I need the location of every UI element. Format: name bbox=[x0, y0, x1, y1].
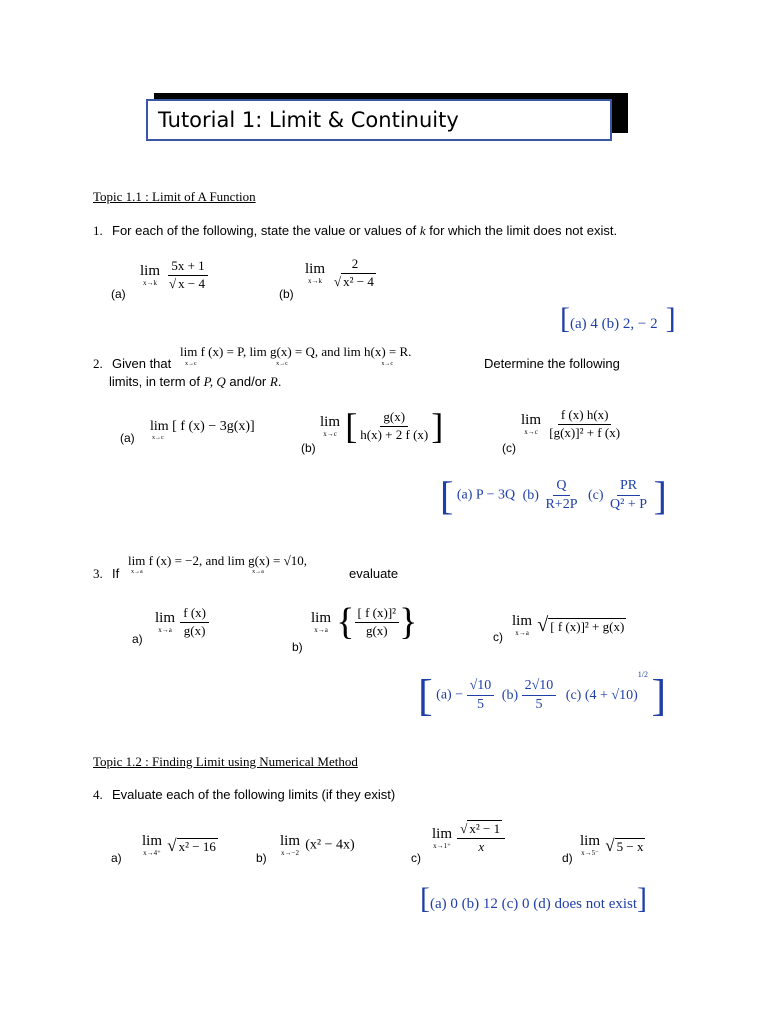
q2-answer-c-label: (c) bbox=[588, 487, 604, 503]
q3-given-expr: lim f (x) = −2, and lim g(x) = √10, bbox=[128, 553, 307, 568]
q2a-expression bbox=[150, 419, 255, 435]
q2-line2-and: and/or bbox=[225, 374, 270, 389]
lim-text: lim bbox=[305, 260, 326, 277]
radicand: x² − 16 bbox=[178, 838, 216, 854]
question-1-text bbox=[93, 223, 617, 239]
fraction-denominator: 5 bbox=[535, 697, 543, 712]
q4a-expression: lim x→4⁺ √ x² − 16 bbox=[142, 833, 216, 857]
q2-answer: [ (a) P − 3Q (b) $\frac{Q}{R+2P}$ (c) $\frac{PR}{\text{Q² + P}}$ ] bbox=[440, 473, 667, 518]
lim-text: lim bbox=[432, 825, 453, 842]
lim-subscript: x→−2 bbox=[281, 849, 299, 857]
q3-given-expression bbox=[128, 553, 307, 569]
q1b-expression: lim x→k $\frac{2}{\text{√ x² − 4}}$ bbox=[305, 256, 374, 289]
question-2-line1 bbox=[93, 356, 171, 372]
q3-answer-a: (a) − bbox=[436, 687, 464, 703]
radicand: [ f (x)]² + g(x) bbox=[550, 619, 625, 634]
q2-given-expr: lim f (x) = P, lim g(x) = Q, and lim h(x) = R. bbox=[180, 344, 412, 359]
q4-answer: [(a) 0 (b) 12 (c) 0 (d) does not exist] bbox=[420, 882, 648, 915]
lim-text: lim bbox=[320, 413, 341, 430]
lim-subscript: x→c bbox=[276, 361, 288, 367]
q3-number: 3. bbox=[93, 566, 103, 581]
q1-answer-text: (a) 4 (b) 2, − 2 bbox=[570, 316, 658, 333]
q3a-expression bbox=[155, 606, 209, 639]
q3-if: If bbox=[112, 566, 120, 581]
q1-number: 1. bbox=[93, 223, 103, 238]
q2-number: 2. bbox=[93, 356, 103, 371]
lim-subscript: x→a bbox=[158, 625, 172, 634]
q4-answer-text: (a) 0 (b) 12 (c) 0 (d) does not exist bbox=[430, 896, 638, 913]
q3c-expression: lim x→a √ [ f (x)]² + g(x) bbox=[512, 613, 625, 637]
q2c-expression bbox=[521, 408, 623, 441]
q3-given-subscripts bbox=[131, 569, 264, 575]
q3-answer-b-label: (b) bbox=[501, 687, 519, 703]
q2-answer-b-label: (b) bbox=[522, 487, 539, 503]
radicand: x² − 1 bbox=[469, 821, 501, 836]
q2-line2-start: limits, in term of bbox=[109, 374, 204, 389]
fraction-denominator: 5 bbox=[476, 697, 484, 712]
fraction-numerator: 2√10 bbox=[522, 678, 557, 696]
lim-subscript: x→a bbox=[131, 569, 143, 575]
q3-evaluate: evaluate bbox=[349, 566, 399, 581]
q4d-expression: lim x→5⁻ √ 5 − x bbox=[580, 833, 644, 857]
radicand: x² − 4 bbox=[343, 273, 374, 289]
q4d-label: d) bbox=[562, 851, 573, 865]
lim-subscript: x→k bbox=[143, 278, 157, 287]
topic-1-1-heading: Topic 1.1 : Limit of A Function bbox=[93, 189, 256, 204]
radicand: 5 − x bbox=[616, 838, 644, 854]
q1-answer: [(a) 4 (b) 2, − 2 ] bbox=[560, 302, 676, 335]
fraction-numerator: 5x + 1 bbox=[168, 259, 207, 276]
fraction-numerator: 2 bbox=[349, 257, 362, 274]
q2b-expression: lim x→c [ $\frac{g(x)}{h(x) + 2 f (x)}$ ] bbox=[320, 406, 444, 446]
q2-line2-r: R bbox=[269, 374, 278, 389]
q1b-label: (b) bbox=[279, 287, 294, 301]
lim-subscript: x→c bbox=[381, 361, 394, 367]
q4b-expr: (x² − 4x) bbox=[305, 837, 355, 853]
fraction-numerator: PR bbox=[617, 478, 640, 496]
fraction-numerator: f (x) bbox=[180, 606, 209, 623]
fraction-numerator: f (x) h(x) bbox=[558, 408, 612, 425]
q2a-expr: lim [ f (x) − 3g(x)] bbox=[150, 419, 255, 434]
lim-subscript: x→c bbox=[185, 361, 197, 367]
fraction-denominator: Q² + P bbox=[610, 497, 648, 512]
fraction-numerator: Q bbox=[553, 478, 569, 496]
fraction-denominator: R+2P bbox=[545, 497, 578, 512]
fraction-numerator: √10 bbox=[467, 678, 495, 696]
q2-given-expression bbox=[180, 344, 411, 360]
q2c-label: (c) bbox=[502, 441, 516, 455]
q2-determine: Determine the following bbox=[484, 356, 620, 371]
q4b-label: b) bbox=[256, 851, 267, 865]
q3-answer-c-exponent: 1/2 bbox=[637, 670, 648, 679]
lim-subscript: x→a bbox=[314, 625, 328, 634]
q4-number: 4. bbox=[93, 787, 103, 802]
question-3-line1 bbox=[93, 566, 119, 582]
lim-subscript: x→a bbox=[515, 629, 529, 637]
q4-text: Evaluate each of the following limits (if they exist) bbox=[112, 787, 396, 802]
fraction-denominator: g(x) bbox=[183, 622, 206, 638]
q2a-subscript: x→c bbox=[152, 435, 164, 441]
q2-given: Given that bbox=[112, 356, 172, 371]
q4c-label: c) bbox=[411, 851, 421, 865]
question-4-text bbox=[93, 787, 395, 803]
page-title: Tutorial 1: Limit & Continuity bbox=[158, 108, 459, 132]
question-2-line2 bbox=[109, 374, 281, 390]
lim-text: lim bbox=[512, 613, 533, 629]
topic-1-2-heading: Topic 1.2 : Finding Limit using Numerical Method bbox=[93, 754, 358, 769]
fraction-numerator: [ f (x)]² bbox=[355, 606, 400, 623]
q1a-label: (a) bbox=[111, 287, 126, 301]
q1-var: k bbox=[419, 223, 426, 238]
lim-subscript: x→c bbox=[323, 429, 337, 438]
q4c-expression: lim x→1⁺ $\frac{\text{√ x² − 1}}{x}$ bbox=[432, 822, 505, 855]
lim-text: lim bbox=[140, 262, 161, 279]
q3c-label: c) bbox=[493, 630, 503, 644]
q3-answer: [ (a) − $\frac{√10}{5}$ (b) $\frac{2√10}{5}$ (c) $(4 + √10)^{1/2}$ ] bbox=[418, 670, 667, 720]
lim-subscript: x→a bbox=[252, 569, 264, 575]
q1-text-after: for which the limit does not exist. bbox=[425, 223, 618, 238]
q1-text-before: For each of the following, state the value or values of bbox=[112, 223, 420, 238]
q3a-label: a) bbox=[132, 632, 143, 646]
lim-subscript: x→4⁺ bbox=[143, 849, 161, 857]
q2-line2-vars: P, Q bbox=[203, 374, 226, 389]
q2a-label: (a) bbox=[120, 431, 135, 445]
q1a-expression: lim x→k $\frac{5x + 1}{√ x - 4}$ bbox=[140, 259, 210, 292]
q3b-label: b) bbox=[292, 640, 303, 654]
q2-line2-end: . bbox=[277, 374, 282, 389]
lim-subscript: x→1⁺ bbox=[433, 841, 451, 850]
q3-answer-c: (c) (4 + √10) bbox=[565, 687, 638, 703]
lim-subscript: x→5⁻ bbox=[581, 849, 599, 857]
lim-text: lim bbox=[142, 833, 163, 849]
fraction-denominator: g(x) bbox=[365, 622, 388, 638]
lim-subscript: x→k bbox=[308, 276, 322, 285]
q4a-label: a) bbox=[111, 851, 122, 865]
fraction-numerator: g(x) bbox=[380, 410, 408, 427]
lim-text: lim bbox=[280, 833, 301, 849]
fraction-denominator: x bbox=[478, 838, 485, 854]
q2-answer-a: (a) P − 3Q bbox=[456, 487, 516, 503]
q2-given-subscripts bbox=[185, 361, 393, 367]
q3b-expression: lim x→a { $\frac{\text{[ f (x)]²}}{g(x)}$ } bbox=[311, 601, 418, 643]
lim-text: lim bbox=[311, 609, 332, 626]
fraction-denominator: [g(x)]² + f (x) bbox=[549, 424, 621, 440]
title-box bbox=[146, 99, 612, 141]
q4b-expression bbox=[280, 834, 355, 857]
fraction-denominator: h(x) + 2 f (x) bbox=[360, 426, 429, 442]
lim-text: lim bbox=[521, 411, 542, 428]
q2b-label: (b) bbox=[301, 441, 316, 455]
lim-text: lim bbox=[155, 609, 176, 626]
radicand: x − 4 bbox=[178, 275, 205, 291]
lim-text: lim bbox=[580, 833, 601, 849]
lim-subscript: x→c bbox=[524, 427, 538, 436]
